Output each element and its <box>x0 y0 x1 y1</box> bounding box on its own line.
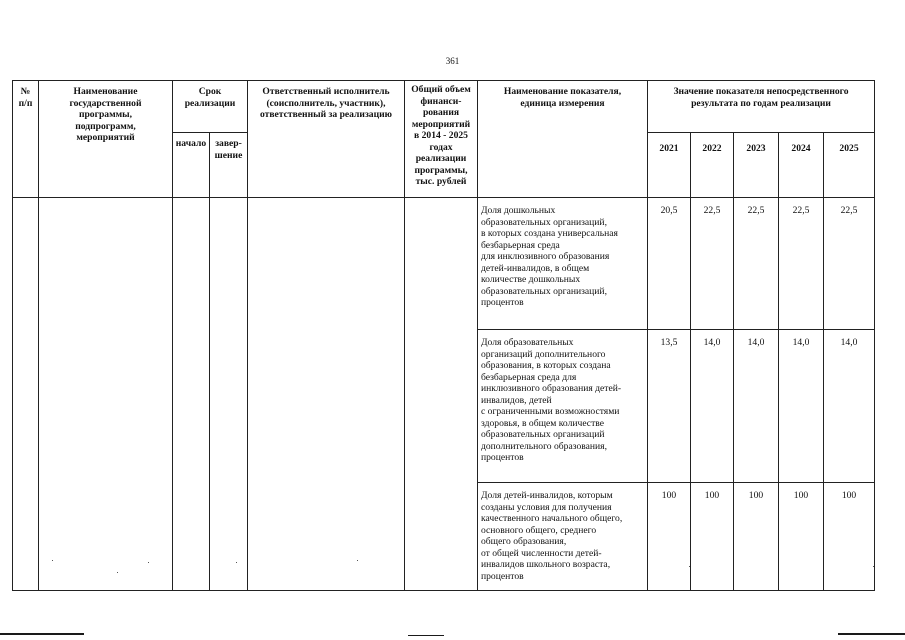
empty-cell-executor <box>248 198 405 591</box>
indicator-value: 100 <box>648 483 691 591</box>
indicator-value: 14,0 <box>779 330 824 483</box>
indicator-value: 20,5 <box>648 198 691 330</box>
indicator-name: Доля дошкольных образовательных организаций, в которых создана универсальная безбарьерная среда для инклюзивного образования детей-инвалидов, в общем количестве дошкольных образовательных организаций, процентов <box>478 198 648 330</box>
indicator-value: 100 <box>779 483 824 591</box>
indicator-value: 22,5 <box>734 198 779 330</box>
scan-speck <box>873 566 874 567</box>
header-year: 2024 <box>779 133 824 198</box>
header-indicator-name: Наименование показателя, единица измерения <box>478 81 648 198</box>
header-indicator-values: Значение показателя непосредственного результата по годам реализации <box>648 81 875 133</box>
header-number: № п/п <box>13 81 39 198</box>
scan-edge-mark <box>838 633 905 635</box>
header-year: 2023 <box>734 133 779 198</box>
indicator-name: Доля детей-инвалидов, которым созданы условия для получения качественного начального общего, основного общего, среднего общего образования, от общей численности детей- инвалидов школьного возраста, процентов <box>478 483 648 591</box>
header-year: 2022 <box>691 133 734 198</box>
scan-speck <box>236 562 237 563</box>
indicator-value: 14,0 <box>824 330 875 483</box>
indicator-value: 100 <box>824 483 875 591</box>
indicator-value: 100 <box>691 483 734 591</box>
scan-speck <box>148 562 149 563</box>
scan-edge-mark <box>408 635 444 636</box>
header-program-name: Наименование государственной программы, подпрограмм, мероприятий <box>39 81 173 198</box>
header-term-start: начало <box>173 133 210 198</box>
empty-cell-term-end <box>210 198 248 591</box>
empty-cell-number <box>13 198 39 591</box>
indicator-value: 13,5 <box>648 330 691 483</box>
indicators-table <box>12 80 875 591</box>
scan-edge-mark <box>0 633 84 635</box>
indicator-value: 22,5 <box>779 198 824 330</box>
indicator-value: 100 <box>734 483 779 591</box>
empty-cell-term-start <box>173 198 210 591</box>
page-number: 361 <box>445 56 460 66</box>
empty-cell-volume <box>405 198 478 591</box>
scan-speck <box>357 560 358 561</box>
header-financing-volume: Общий объем финанси- рования мероприятий в 2014 - 2025 годах реализации программы, тыс. рублей <box>405 81 478 198</box>
indicator-value: 22,5 <box>824 198 875 330</box>
scan-speck <box>689 566 690 567</box>
indicator-name: Доля образовательных организаций дополнительного образования, в которых создана безбарьерная среда для инклюзивного образования детей- инвалидов, детей с ограниченными возможностями здоровья, в общем количестве образовательных организаций дополнительного образования, процентов <box>478 330 648 483</box>
header-year: 2021 <box>648 133 691 198</box>
indicator-value: 14,0 <box>734 330 779 483</box>
header-year: 2025 <box>824 133 875 198</box>
scan-speck <box>117 572 118 573</box>
indicator-value: 14,0 <box>691 330 734 483</box>
table-row <box>13 198 875 330</box>
header-executor: Ответственный исполнитель (соисполнитель, участник), ответственный за реализацию <box>248 81 405 198</box>
header-term-end: завер- шение <box>210 133 248 198</box>
empty-cell-program-name <box>39 198 173 591</box>
header-term: Срок реализации <box>173 81 248 133</box>
scan-speck <box>52 560 53 561</box>
indicator-value: 22,5 <box>691 198 734 330</box>
